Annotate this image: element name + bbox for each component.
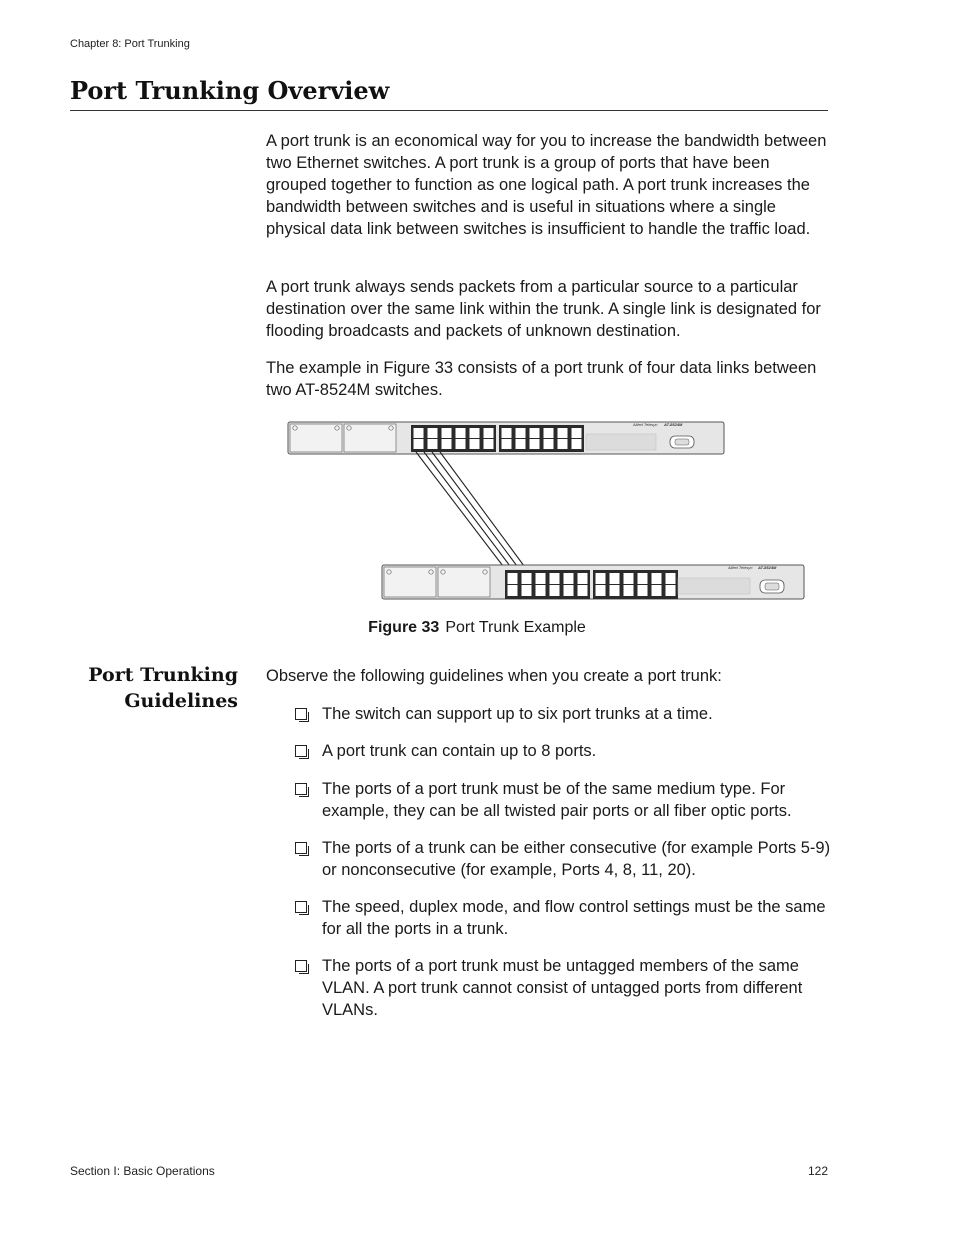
ethernet-port	[564, 585, 574, 596]
bottom-switch	[382, 565, 804, 599]
ethernet-port	[610, 585, 620, 596]
ethernet-port	[572, 428, 582, 438]
title-rule	[70, 110, 828, 111]
trunk-links	[416, 452, 527, 570]
ethernet-port	[470, 439, 480, 449]
ethernet-port	[652, 585, 662, 596]
trunk-link	[424, 452, 513, 570]
device-model: AT-8524M	[664, 422, 683, 427]
ethernet-port	[578, 585, 588, 596]
expansion-slot	[344, 424, 396, 452]
ethernet-port	[470, 428, 480, 438]
ethernet-port	[502, 428, 512, 438]
guidelines-heading-line-1: Port Trunking	[88, 664, 238, 686]
expansion-slot	[438, 567, 490, 597]
device-brand: Allied Telesyn	[633, 422, 658, 427]
ethernet-port	[652, 573, 662, 584]
guidelines-heading-line-2: Guidelines	[124, 690, 238, 712]
ethernet-port	[456, 439, 466, 449]
ethernet-port	[442, 428, 452, 438]
ethernet-port	[558, 428, 568, 438]
ethernet-port	[564, 573, 574, 584]
ethernet-port	[624, 573, 634, 584]
paragraph-text: Observe the following guidelines when you create a port trunk:	[266, 667, 722, 685]
ethernet-port	[428, 439, 438, 449]
expansion-slot	[290, 424, 342, 452]
ethernet-port	[572, 439, 582, 449]
ethernet-port	[508, 573, 518, 584]
list-item	[294, 896, 834, 940]
ethernet-port	[522, 573, 532, 584]
list-item-text: A port trunk can contain up to 8 ports.	[322, 742, 597, 760]
guidelines-intro	[266, 665, 832, 687]
port-trunk-figure	[286, 414, 810, 604]
ethernet-port	[428, 428, 438, 438]
figure-caption-text: Port Trunk Example	[445, 619, 586, 636]
page-title: Port Trunking Overview	[70, 76, 390, 105]
ethernet-port	[544, 428, 554, 438]
ethernet-port	[550, 585, 560, 596]
ethernet-port	[638, 585, 648, 596]
list-item-text: The switch can support up to six port trunks at a time.	[322, 705, 713, 723]
overview-paragraph-2	[266, 276, 832, 342]
checkbox-bullet-icon	[295, 745, 307, 757]
ethernet-port	[456, 428, 466, 438]
ethernet-port	[558, 439, 568, 449]
list-item	[294, 740, 596, 762]
list-item	[294, 703, 713, 725]
trunk-link	[432, 452, 520, 570]
top-switch	[288, 422, 724, 454]
ethernet-port	[596, 585, 606, 596]
checkbox-bullet-icon	[295, 842, 307, 854]
ethernet-port	[666, 573, 676, 584]
list-item	[294, 778, 834, 822]
figure-caption	[0, 619, 954, 637]
trunk-link	[440, 452, 527, 570]
list-item-text: The speed, duplex mode, and flow control settings must be the same for all the ports in a trunk.	[322, 898, 826, 938]
ethernet-port	[530, 428, 540, 438]
page-number: 122	[807, 1164, 828, 1178]
ethernet-port	[484, 428, 494, 438]
checkbox-bullet-icon	[295, 708, 307, 720]
ethernet-port	[442, 439, 452, 449]
paragraph-text: The example in Figure 33 consists of a port trunk of four data links between two AT-8524M switches.	[266, 359, 817, 399]
paragraph-text: A port trunk is an economical way for you to increase the bandwidth between two Ethernet switches. A port trunk is a group of ports that have been grouped together to function as one logical path. A port trunk increases the bandwidth between switches and is useful in situations where a single physical data link between switches is insufficient to handle the traffic load.	[266, 132, 827, 238]
ethernet-port	[550, 573, 560, 584]
ethernet-port	[502, 439, 512, 449]
ethernet-port	[522, 585, 532, 596]
device-brand: Allied Telesyn	[728, 565, 753, 570]
ethernet-port	[578, 573, 588, 584]
ethernet-port	[414, 439, 424, 449]
figure-number: Figure 33	[368, 619, 440, 636]
ethernet-port	[610, 573, 620, 584]
checkbox-bullet-icon	[295, 960, 307, 972]
footer-section: Section I: Basic Operations	[70, 1164, 215, 1178]
ethernet-port	[536, 585, 546, 596]
checkbox-bullet-icon	[295, 901, 307, 913]
ethernet-port	[536, 573, 546, 584]
ethernet-port	[530, 439, 540, 449]
guidelines-heading	[60, 662, 238, 714]
ethernet-port	[666, 585, 676, 596]
trunk-link	[416, 452, 506, 570]
list-item-text: The ports of a port trunk must be of the same medium type. For example, they can be all twisted pair ports or all fiber optic ports.	[322, 780, 792, 820]
led-panel	[678, 578, 750, 594]
ethernet-port	[544, 439, 554, 449]
ethernet-port	[624, 585, 634, 596]
running-head: Chapter 8: Port Trunking	[70, 38, 190, 50]
list-item	[294, 837, 834, 881]
switch-diagram	[286, 414, 810, 604]
overview-paragraph-1	[266, 130, 832, 240]
ethernet-port	[414, 428, 424, 438]
list-item-text: The ports of a port trunk must be untagged members of the same VLAN. A port trunk cannot consist of untagged ports from different VLANs.	[322, 957, 803, 1019]
paragraph-text: A port trunk always sends packets from a particular source to a particular destination over the same link within the trunk. A single link is designated for flooding broadcasts and packets of unknown destination.	[266, 278, 821, 340]
ethernet-port	[596, 573, 606, 584]
led-panel	[586, 434, 656, 450]
checkbox-bullet-icon	[295, 783, 307, 795]
list-item	[294, 955, 834, 1021]
expansion-slot	[384, 567, 436, 597]
list-item-text: The ports of a trunk can be either consecutive (for example Ports 5-9) or nonconsecutive (for example, Ports 4, 8, 11, 20).	[322, 839, 831, 879]
ethernet-port	[638, 573, 648, 584]
ethernet-port	[516, 439, 526, 449]
device-model: AT-8524M	[758, 565, 777, 570]
ethernet-port	[516, 428, 526, 438]
ethernet-port	[508, 585, 518, 596]
ethernet-port	[484, 439, 494, 449]
overview-paragraph-3	[266, 357, 832, 401]
